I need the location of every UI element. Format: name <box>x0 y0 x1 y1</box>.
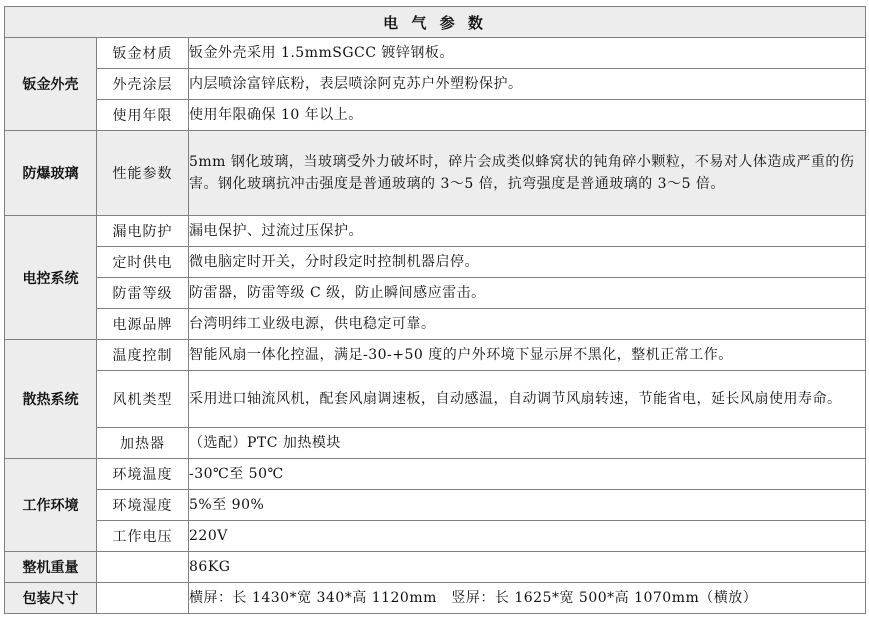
row-value: 台湾明纬工业级电源，供电稳定可靠。 <box>189 309 866 340</box>
row-value: 86KG <box>189 552 866 583</box>
row-value: 智能风扇一体化控温，满足-30-+50 度的户外环境下显示屏不黑化，整机正常工作。 <box>189 340 866 371</box>
category-glass: 防爆玻璃 <box>5 131 97 216</box>
row-value: 采用进口轴流风机，配套风扇调速板，自动感温，自动调节风扇转速，节能省电，延长风扇使用寿命。 <box>189 371 866 428</box>
row-value: -30℃至 50℃ <box>189 459 866 490</box>
table-row <box>5 340 866 371</box>
row-value: 微电脑定时开关，分时段定时控制机器启停。 <box>189 247 866 278</box>
table-row <box>5 216 866 247</box>
row-value: 防雷器，防雷等级 C 级，防止瞬间感应雷击。 <box>189 278 866 309</box>
table-row <box>5 583 866 614</box>
row-value: 220V <box>189 521 866 552</box>
row-value: 5mm 钢化玻璃，当玻璃受外力破坏时，碎片会成类似蜂窝状的钝角碎小颗粒，不易对人体造成严重的伤害。钢化玻璃抗冲击强度是普通玻璃的 3～5 倍，抗弯强度是普通玻璃的 3～5 倍。 <box>189 131 866 216</box>
category-sheet-metal: 钣金外壳 <box>5 38 97 131</box>
row-value: 使用年限确保 10 年以上。 <box>189 100 866 131</box>
category-weight: 整机重量 <box>5 552 97 583</box>
row-label: 环境温度 <box>97 459 189 490</box>
category-packaging: 包装尺寸 <box>5 583 97 614</box>
table-row <box>5 459 866 490</box>
row-label: 钣金材质 <box>97 38 189 69</box>
row-label: 环境湿度 <box>97 490 189 521</box>
table-row <box>5 428 866 459</box>
table-row <box>5 100 866 131</box>
row-value: 横屏：长 1430*宽 340*高 1120mm 竖屏：长 1625*宽 500*高 1070mm（横放） <box>189 583 866 614</box>
row-label <box>97 583 189 614</box>
electrical-params-table <box>4 6 866 614</box>
table-row <box>5 38 866 69</box>
row-label: 使用年限 <box>97 100 189 131</box>
table-row <box>5 131 866 216</box>
table-row <box>5 521 866 552</box>
table-row <box>5 278 866 309</box>
row-label: 漏电防护 <box>97 216 189 247</box>
table-row <box>5 490 866 521</box>
table-row <box>5 69 866 100</box>
row-label: 加热器 <box>97 428 189 459</box>
category-environment: 工作环境 <box>5 459 97 552</box>
table-row <box>5 247 866 278</box>
table-row <box>5 371 866 428</box>
title-row <box>5 7 866 38</box>
row-value: （选配）PTC 加热模块 <box>189 428 866 459</box>
row-label: 电源品牌 <box>97 309 189 340</box>
row-label: 工作电压 <box>97 521 189 552</box>
row-label: 定时供电 <box>97 247 189 278</box>
table-row <box>5 552 866 583</box>
category-cooling: 散热系统 <box>5 340 97 459</box>
category-electric-control: 电控系统 <box>5 216 97 340</box>
table-row <box>5 309 866 340</box>
row-value: 5%至 90% <box>189 490 866 521</box>
row-value: 内层喷涂富锌底粉，表层喷涂阿克苏户外塑粉保护。 <box>189 69 866 100</box>
row-value: 漏电保护、过流过压保护。 <box>189 216 866 247</box>
row-value: 钣金外壳采用 1.5mmSGCC 镀锌钢板。 <box>189 38 866 69</box>
row-label: 风机类型 <box>97 371 189 428</box>
row-label: 外壳涂层 <box>97 69 189 100</box>
row-label <box>97 552 189 583</box>
row-label: 性能参数 <box>97 131 189 216</box>
row-label: 温度控制 <box>97 340 189 371</box>
table-title: 电 气 参 数 <box>5 7 866 38</box>
row-label: 防雷等级 <box>97 278 189 309</box>
